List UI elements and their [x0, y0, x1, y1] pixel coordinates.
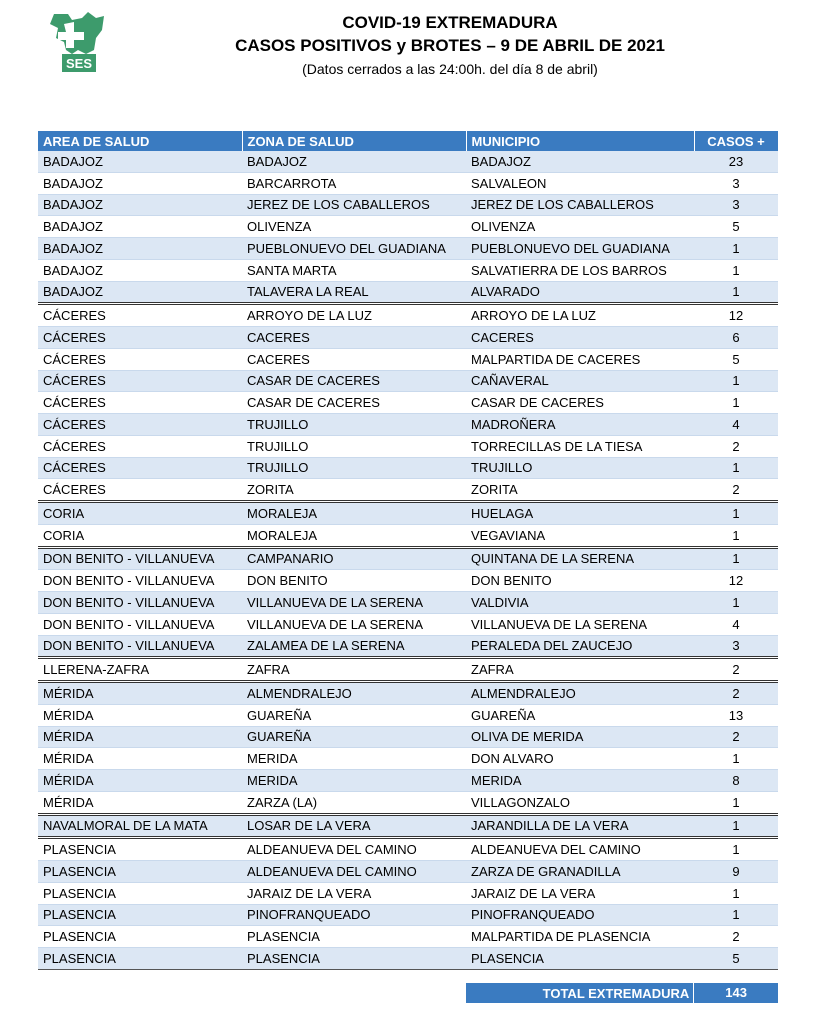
table-row [38, 948, 778, 970]
cell-area: BADAJOZ [38, 172, 242, 194]
table-body [38, 151, 778, 969]
cell-municipio: VILLANUEVA DE LA SERENA [466, 613, 694, 635]
table-row [38, 281, 778, 304]
cell-zona: ZAFRA [242, 658, 466, 682]
cell-zona: ZARZA (LA) [242, 791, 466, 814]
cell-area: MÉRIDA [38, 704, 242, 726]
table-row [38, 194, 778, 216]
cell-area: MÉRIDA [38, 791, 242, 814]
ses-logo [44, 10, 108, 74]
logo-text: SES [65, 56, 93, 71]
table-row [38, 726, 778, 748]
table-row [38, 370, 778, 392]
cell-municipio: DON ALVARO [466, 748, 694, 770]
cell-area: DON BENITO - VILLANUEVA [38, 635, 242, 658]
cell-casos: 4 [694, 414, 778, 436]
table-row [38, 216, 778, 238]
cell-casos: 1 [694, 547, 778, 570]
cell-area: PLASENCIA [38, 948, 242, 970]
cell-municipio: ZAFRA [466, 658, 694, 682]
cell-zona: VILLANUEVA DE LA SERENA [242, 613, 466, 635]
cell-casos: 1 [694, 370, 778, 392]
cell-casos: 3 [694, 194, 778, 216]
cell-zona: VILLANUEVA DE LA SERENA [242, 592, 466, 614]
cell-zona: CASAR DE CACERES [242, 370, 466, 392]
cell-municipio: ARROYO DE LA LUZ [466, 304, 694, 327]
cell-casos: 8 [694, 770, 778, 792]
cell-municipio: PUEBLONUEVO DEL GUADIANA [466, 238, 694, 260]
cell-casos: 6 [694, 327, 778, 349]
cell-zona: PUEBLONUEVO DEL GUADIANA [242, 238, 466, 260]
cell-municipio: ZARZA DE GRANADILLA [466, 861, 694, 883]
cell-municipio: PLASENCIA [466, 948, 694, 970]
cell-zona: PLASENCIA [242, 948, 466, 970]
cell-casos: 5 [694, 348, 778, 370]
cell-municipio: VALDIVIA [466, 592, 694, 614]
page-header [200, 12, 700, 80]
cell-area: MÉRIDA [38, 726, 242, 748]
cell-area: PLASENCIA [38, 861, 242, 883]
cell-area: NAVALMORAL DE LA MATA [38, 814, 242, 838]
cell-casos: 5 [694, 216, 778, 238]
cell-area: BADAJOZ [38, 238, 242, 260]
cell-area: CÁCERES [38, 392, 242, 414]
cell-casos: 1 [694, 838, 778, 861]
cell-casos: 1 [694, 281, 778, 304]
table-row [38, 814, 778, 838]
table-row [38, 838, 778, 861]
table-row [38, 882, 778, 904]
cell-zona: ZORITA [242, 479, 466, 502]
cell-area: CORIA [38, 502, 242, 525]
cell-zona: TRUJILLO [242, 435, 466, 457]
cell-casos: 1 [694, 904, 778, 926]
table-row [38, 348, 778, 370]
table-row [38, 904, 778, 926]
cell-area: MÉRIDA [38, 770, 242, 792]
cell-area: DON BENITO - VILLANUEVA [38, 547, 242, 570]
cell-zona: ALDEANUEVA DEL CAMINO [242, 861, 466, 883]
cell-casos: 2 [694, 658, 778, 682]
cell-zona: CACERES [242, 327, 466, 349]
cell-casos: 2 [694, 479, 778, 502]
page-subtitle-main: CASOS POSITIVOS y BROTES – 9 DE ABRIL DE 2021 [235, 36, 665, 55]
table-row [38, 682, 778, 705]
cell-municipio: QUINTANA DE LA SERENA [466, 547, 694, 570]
cell-municipio: SALVALEON [466, 172, 694, 194]
cell-area: PLASENCIA [38, 838, 242, 861]
cell-area: CORIA [38, 524, 242, 547]
cell-area: CÁCERES [38, 414, 242, 436]
cell-area: PLASENCIA [38, 882, 242, 904]
cell-municipio: JEREZ DE LOS CABALLEROS [466, 194, 694, 216]
cell-zona: ALDEANUEVA DEL CAMINO [242, 838, 466, 861]
cell-zona: TALAVERA LA REAL [242, 281, 466, 304]
cell-casos: 23 [694, 151, 778, 172]
cell-zona: JEREZ DE LOS CABALLEROS [242, 194, 466, 216]
table-row [38, 392, 778, 414]
cell-casos: 1 [694, 592, 778, 614]
cell-municipio: OLIVENZA [466, 216, 694, 238]
cell-municipio: ALDEANUEVA DEL CAMINO [466, 838, 694, 861]
cell-casos: 1 [694, 791, 778, 814]
cell-casos: 2 [694, 682, 778, 705]
cell-area: CÁCERES [38, 348, 242, 370]
cell-zona: ZALAMEA DE LA SERENA [242, 635, 466, 658]
cell-casos: 1 [694, 524, 778, 547]
cell-casos: 12 [694, 570, 778, 592]
cell-casos: 1 [694, 259, 778, 281]
cell-area: BADAJOZ [38, 151, 242, 172]
column-header-area: AREA DE SALUD [38, 131, 242, 151]
cell-zona: CASAR DE CACERES [242, 392, 466, 414]
cell-zona: CAMPANARIO [242, 547, 466, 570]
cell-area: DON BENITO - VILLANUEVA [38, 570, 242, 592]
table-row [38, 304, 778, 327]
cell-casos: 1 [694, 457, 778, 479]
cell-municipio: ALVARADO [466, 281, 694, 304]
cell-zona: PINOFRANQUEADO [242, 904, 466, 926]
cell-area: CÁCERES [38, 479, 242, 502]
table-row [38, 524, 778, 547]
table-row [38, 861, 778, 883]
cell-zona: JARAIZ DE LA VERA [242, 882, 466, 904]
cell-zona: SANTA MARTA [242, 259, 466, 281]
cell-area: CÁCERES [38, 457, 242, 479]
page-title: COVID-19 EXTREMADURA [342, 13, 558, 32]
table-row [38, 414, 778, 436]
cell-zona: MERIDA [242, 748, 466, 770]
table-row [38, 479, 778, 502]
cell-area: CÁCERES [38, 304, 242, 327]
cell-area: BADAJOZ [38, 281, 242, 304]
cell-municipio: GUAREÑA [466, 704, 694, 726]
cell-municipio: CACERES [466, 327, 694, 349]
cell-zona: DON BENITO [242, 570, 466, 592]
cell-casos: 1 [694, 882, 778, 904]
cell-area: LLERENA-ZAFRA [38, 658, 242, 682]
cell-municipio: JARAIZ DE LA VERA [466, 882, 694, 904]
table-row [38, 172, 778, 194]
table-row [38, 502, 778, 525]
cell-casos: 2 [694, 726, 778, 748]
cell-municipio: MADROÑERA [466, 414, 694, 436]
cell-municipio: MALPARTIDA DE PLASENCIA [466, 926, 694, 948]
column-header-municipio: MUNICIPIO [466, 131, 694, 151]
table-row [38, 547, 778, 570]
cell-area: MÉRIDA [38, 748, 242, 770]
cell-zona: ALMENDRALEJO [242, 682, 466, 705]
cell-municipio: MALPARTIDA DE CACERES [466, 348, 694, 370]
total-row [466, 983, 778, 1003]
cell-casos: 9 [694, 861, 778, 883]
cell-casos: 4 [694, 613, 778, 635]
cell-municipio: CASAR DE CACERES [466, 392, 694, 414]
cell-municipio: ZORITA [466, 479, 694, 502]
cell-municipio: SALVATIERRA DE LOS BARROS [466, 259, 694, 281]
cell-zona: CACERES [242, 348, 466, 370]
cell-area: BADAJOZ [38, 216, 242, 238]
cell-zona: GUAREÑA [242, 704, 466, 726]
cell-area: DON BENITO - VILLANUEVA [38, 613, 242, 635]
table-row [38, 748, 778, 770]
cell-zona: OLIVENZA [242, 216, 466, 238]
cell-area: BADAJOZ [38, 259, 242, 281]
cell-casos: 1 [694, 748, 778, 770]
cell-zona: MORALEJA [242, 502, 466, 525]
cell-casos: 12 [694, 304, 778, 327]
table-row [38, 327, 778, 349]
cell-area: CÁCERES [38, 435, 242, 457]
cell-municipio: JARANDILLA DE LA VERA [466, 814, 694, 838]
cell-municipio: VILLAGONZALO [466, 791, 694, 814]
cell-municipio: ALMENDRALEJO [466, 682, 694, 705]
cell-municipio: BADAJOZ [466, 151, 694, 172]
table-row [38, 592, 778, 614]
cell-casos: 3 [694, 172, 778, 194]
cell-casos: 3 [694, 635, 778, 658]
total-value: 143 [693, 983, 778, 1003]
cell-area: PLASENCIA [38, 904, 242, 926]
table-row [38, 435, 778, 457]
cell-area: MÉRIDA [38, 682, 242, 705]
table-header-row [38, 131, 778, 151]
cell-zona: ARROYO DE LA LUZ [242, 304, 466, 327]
cell-zona: TRUJILLO [242, 457, 466, 479]
cell-zona: MERIDA [242, 770, 466, 792]
cell-municipio: TRUJILLO [466, 457, 694, 479]
cell-municipio: PINOFRANQUEADO [466, 904, 694, 926]
cell-casos: 1 [694, 392, 778, 414]
cell-zona: GUAREÑA [242, 726, 466, 748]
cell-area: CÁCERES [38, 370, 242, 392]
cell-zona: LOSAR DE LA VERA [242, 814, 466, 838]
cell-municipio: HUELAGA [466, 502, 694, 525]
cell-municipio: VEGAVIANA [466, 524, 694, 547]
cell-area: CÁCERES [38, 327, 242, 349]
cell-zona: PLASENCIA [242, 926, 466, 948]
cell-area: PLASENCIA [38, 926, 242, 948]
table-row [38, 770, 778, 792]
table-row [38, 791, 778, 814]
cell-casos: 5 [694, 948, 778, 970]
cell-casos: 13 [694, 704, 778, 726]
cases-table [38, 131, 779, 970]
table-row [38, 658, 778, 682]
table-row [38, 613, 778, 635]
cell-casos: 1 [694, 502, 778, 525]
cell-municipio: PERALEDA DEL ZAUCEJO [466, 635, 694, 658]
cell-municipio: CAÑAVERAL [466, 370, 694, 392]
total-label: TOTAL EXTREMADURA [542, 985, 690, 1001]
cell-casos: 1 [694, 238, 778, 260]
cell-area: DON BENITO - VILLANUEVA [38, 592, 242, 614]
table-row [38, 457, 778, 479]
table-row [38, 926, 778, 948]
cell-area: BADAJOZ [38, 194, 242, 216]
table-row [38, 238, 778, 260]
cell-zona: BADAJOZ [242, 151, 466, 172]
cell-municipio: OLIVA DE MERIDA [466, 726, 694, 748]
cell-zona: TRUJILLO [242, 414, 466, 436]
column-header-casos: CASOS + [694, 131, 778, 151]
cell-municipio: MERIDA [466, 770, 694, 792]
cell-zona: MORALEJA [242, 524, 466, 547]
data-cutoff-note: (Datos cerrados a las 24:00h. del día 8 de abril) [302, 61, 598, 77]
table-row [38, 570, 778, 592]
table-row [38, 704, 778, 726]
table-row [38, 151, 778, 172]
cell-casos: 2 [694, 926, 778, 948]
cell-casos: 1 [694, 814, 778, 838]
cell-municipio: DON BENITO [466, 570, 694, 592]
column-header-zona: ZONA DE SALUD [242, 131, 466, 151]
cell-casos: 2 [694, 435, 778, 457]
table-row [38, 259, 778, 281]
table-row [38, 635, 778, 658]
cell-zona: BARCARROTA [242, 172, 466, 194]
cell-municipio: TORRECILLAS DE LA TIESA [466, 435, 694, 457]
